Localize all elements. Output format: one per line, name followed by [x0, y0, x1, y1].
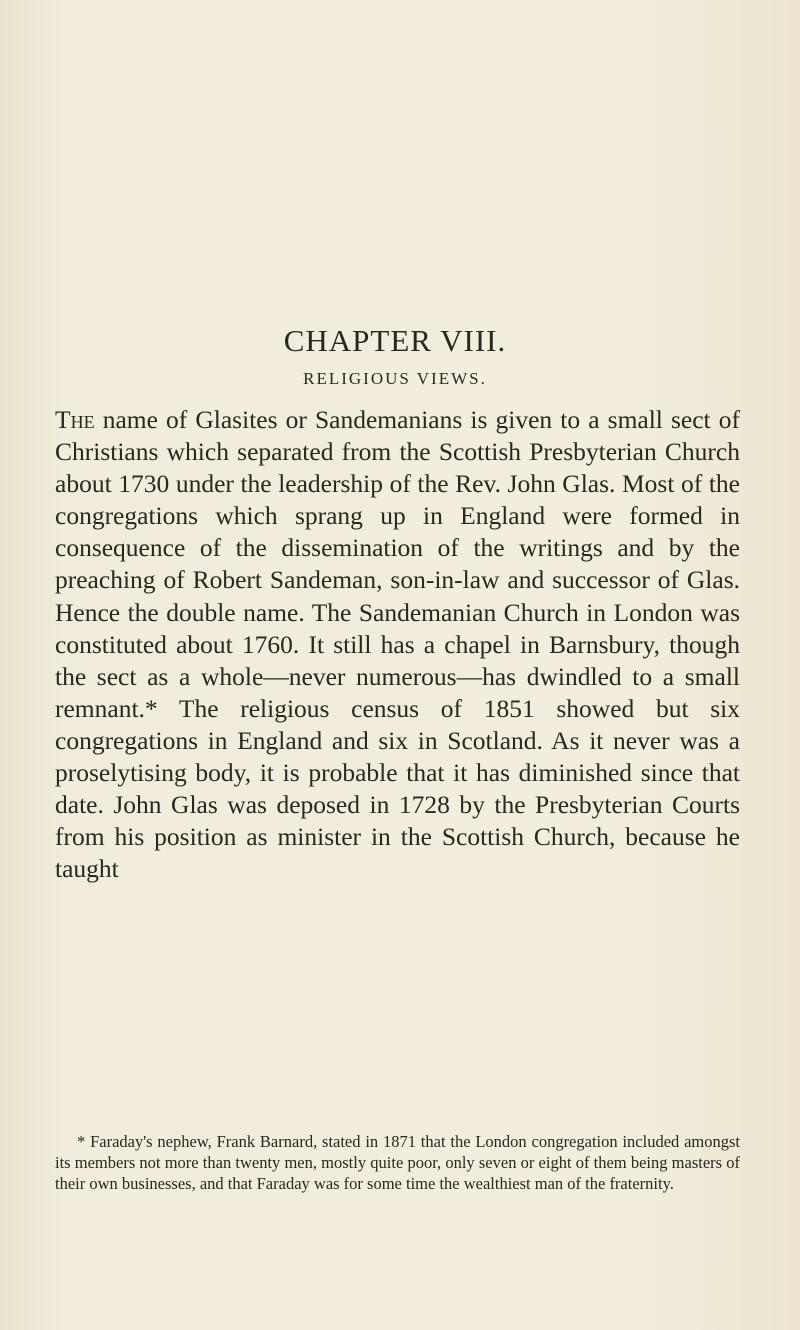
- body-paragraph: [55, 404, 740, 885]
- lead-word: The: [55, 405, 95, 434]
- body-text: name of Glasites or Sandemanians is given to a small sect of Christians which separated from the Scottish Presbyterian Church about 1730 under the leadership of the Rev. John Glas. Most of the congregations which sprang up in England were formed in consequence of the dissemination of the writings and by the preaching of Robert Sandeman, son-in-law and successor of Glas. Hence the double name. The Sandemanian Church in London was constituted about 1760. It still has a chapel in Barnsbury, though the sect as a whole—never numerous—has dwindled to a small remnant.* The religious census of 1851 showed but six congregations in England and six in Scotland. As it never was a proselytising body, it is probable that it has diminished since that date. John Glas was deposed in 1728 by the Presbyterian Courts from his position as minister in the Scottish Church, because he taught: [55, 405, 740, 884]
- footnote: * Faraday's nephew, Frank Barnard, stated in 1871 that the London congregation included amongst its members not more than twenty men, mostly quite poor, only seven or eight of them being masters of their own businesses, and that Faraday was for some time the wealthiest man of the fraternity.: [55, 1132, 740, 1193]
- chapter-title: CHAPTER VIII.: [283, 323, 507, 358]
- chapter-subtitle: RELIGIOUS VIEWS.: [303, 369, 487, 388]
